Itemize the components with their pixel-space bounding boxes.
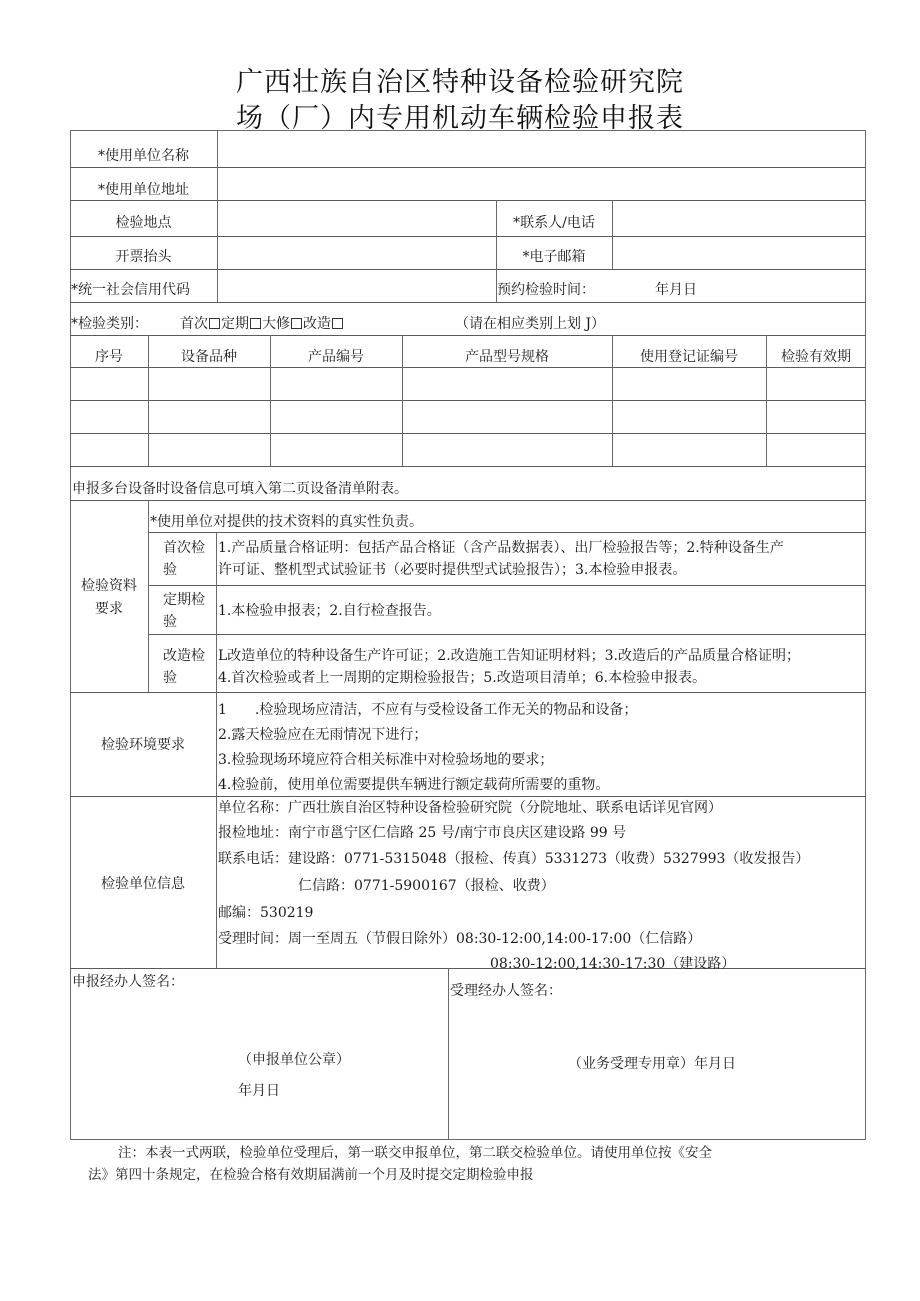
environment-line-2: 2.露天检验应在无雨情况下进行； bbox=[218, 727, 428, 743]
credit-code-label: *统一社会信用代码 bbox=[71, 282, 190, 298]
col-header-model-spec: 产品型号规格 bbox=[465, 349, 549, 365]
modification-inspection-type-line2: 验 bbox=[163, 670, 177, 686]
category-modification-label: 改造 bbox=[303, 316, 331, 332]
footer-note-line1: 注：本表一式两联，检验单位受理后，第一联交申报单位，第二联交检验单位。请使用单位按《安全 bbox=[118, 1145, 712, 1161]
inspection-unit-phone-jianshe: 联系电话：建设路：0771-5315048（报检、传真）5331273（收费）5327993（收发报告） bbox=[218, 851, 810, 867]
inspection-site-label: 检验地点 bbox=[115, 215, 172, 231]
table-cell[interactable] bbox=[149, 434, 270, 466]
table-cell[interactable] bbox=[271, 434, 402, 466]
table-cell[interactable] bbox=[71, 434, 148, 466]
inspection-unit-hours-renxin: 受理时间：周一至周五（节假日除外）08:30-12:00,14:00-17:00（仁信路） bbox=[218, 931, 702, 947]
applicant-signature-label: 申报经办人签名： bbox=[72, 974, 184, 990]
table-cell[interactable] bbox=[149, 401, 270, 433]
table-cell[interactable] bbox=[403, 401, 612, 433]
col-header-registration-number: 使用登记证编号 bbox=[640, 349, 738, 365]
col-header-product-number: 产品编号 bbox=[308, 349, 364, 365]
footer-note-line2: 法》第四十条规定，在检验合格有效期届满前一个月及时提交定期检验申报 bbox=[88, 1167, 534, 1183]
row-divider bbox=[148, 634, 866, 635]
row-divider bbox=[70, 335, 866, 336]
appointment-label: 预约检验时间： bbox=[497, 282, 595, 298]
periodic-inspection-type-line2: 验 bbox=[163, 614, 177, 630]
periodic-inspection-req-line1: 1.本检验申报表；2.自行检查报告。 bbox=[218, 603, 441, 619]
row-divider bbox=[148, 585, 866, 586]
col-divider bbox=[216, 532, 217, 692]
col-divider bbox=[216, 692, 217, 968]
table-cell[interactable] bbox=[403, 368, 612, 400]
materials-label-line2: 要求 bbox=[95, 601, 123, 617]
category-modification-checkbox[interactable] bbox=[332, 318, 343, 329]
unit-name-label: *使用单位名称 bbox=[98, 148, 189, 164]
unit-name-field[interactable] bbox=[218, 131, 865, 167]
form-title: 场（厂）内专用机动车辆检验申报表 bbox=[236, 103, 684, 134]
first-inspection-type-line2: 验 bbox=[163, 562, 177, 578]
category-periodic-checkbox[interactable] bbox=[250, 318, 261, 329]
materials-label-line1: 检验资料 bbox=[81, 578, 137, 594]
category-overhaul-label: 大修 bbox=[262, 316, 290, 332]
row-divider bbox=[70, 500, 866, 501]
unit-address-label: *使用单位地址 bbox=[98, 182, 189, 198]
modification-inspection-req-line2: 4.首次检验或者上一周期的定期检验报告；5.改造项目清单；6.本检验申报表。 bbox=[218, 670, 707, 686]
first-inspection-req-line1: 1.产品质量合格证明：包括产品合格证（含产品数据表）、出厂检验报告等；2.特种设备生产 bbox=[218, 540, 784, 556]
contact-field[interactable] bbox=[613, 201, 865, 236]
inspection-site-field[interactable] bbox=[218, 201, 495, 236]
acceptor-seal: （业务受理专用章）年月日 bbox=[568, 1056, 736, 1072]
inspection-unit-postcode: 邮编：530219 bbox=[218, 905, 314, 921]
row-divider bbox=[70, 692, 866, 693]
inspection-unit-label: 检验单位信息 bbox=[101, 876, 185, 892]
contact-label: *联系人/电话 bbox=[513, 215, 595, 231]
table-cell[interactable] bbox=[149, 368, 270, 400]
category-periodic-label: 定期 bbox=[221, 316, 249, 332]
environment-label: 检验环境要求 bbox=[101, 737, 185, 753]
modification-inspection-type-line1: 改造检 bbox=[163, 648, 205, 664]
col-divider bbox=[148, 500, 149, 692]
inspection-unit-name: 单位名称：广西壮族自治区特种设备检验研究院（分院地址、联系电话详见官网） bbox=[218, 800, 722, 816]
environment-line-1: 1 .检验现场应清洁，不应有与受检设备工作无关的物品和设备； bbox=[218, 702, 638, 718]
inspection-unit-phone-renxin: 仁信路：0771-5900167（报检、收费） bbox=[298, 878, 555, 894]
row-divider bbox=[70, 302, 866, 303]
table-cell[interactable] bbox=[71, 368, 148, 400]
multi-equipment-note: 申报多台设备时设备信息可填入第二页设备清单附表。 bbox=[72, 481, 408, 497]
inspection-unit-hours-jianshe: 08:30-12:00,14:30-17:30（建设路） bbox=[490, 956, 736, 972]
table-cell[interactable] bbox=[767, 368, 865, 400]
institute-title: 广西壮族自治区特种设备检验研究院 bbox=[236, 67, 684, 98]
col-header-index: 序号 bbox=[95, 349, 123, 365]
table-cell[interactable] bbox=[613, 434, 766, 466]
invoice-title-label: 开票抬头 bbox=[115, 249, 172, 265]
table-cell[interactable] bbox=[613, 368, 766, 400]
applicant-date: 年月日 bbox=[238, 1083, 280, 1099]
acceptor-signature-label: 受理经办人签名： bbox=[450, 983, 562, 999]
category-first-checkbox[interactable] bbox=[209, 318, 220, 329]
row-divider bbox=[70, 796, 866, 797]
row-divider bbox=[70, 466, 866, 467]
category-hint: （请在相应类别上划 J） bbox=[455, 316, 606, 332]
credit-code-field[interactable] bbox=[218, 270, 495, 302]
table-cell[interactable] bbox=[71, 401, 148, 433]
table-cell[interactable] bbox=[613, 401, 766, 433]
first-inspection-type-line1: 首次检 bbox=[163, 540, 205, 556]
col-header-validity: 检验有效期 bbox=[781, 349, 851, 365]
first-inspection-req-line2: 许可证、整机型式试验证书（必要时提供型式试验报告）；3.本检验申报表。 bbox=[218, 562, 687, 578]
row-divider bbox=[70, 968, 866, 969]
applicant-seal: （申报单位公章） bbox=[238, 1052, 350, 1068]
appointment-date-field[interactable]: 年月日 bbox=[655, 282, 697, 298]
category-first-label: 首次 bbox=[180, 316, 208, 332]
table-cell[interactable] bbox=[271, 401, 402, 433]
col-header-equipment-type: 设备品种 bbox=[181, 349, 237, 365]
truth-statement: *使用单位对提供的技术资料的真实性负责。 bbox=[150, 514, 423, 530]
environment-line-3: 3.检验现场环境应符合相关标准中对检验场地的要求； bbox=[218, 752, 554, 768]
row-divider bbox=[148, 532, 866, 533]
table-cell[interactable] bbox=[271, 368, 402, 400]
category-options bbox=[180, 316, 344, 332]
table-cell[interactable] bbox=[403, 434, 612, 466]
table-cell[interactable] bbox=[767, 434, 865, 466]
environment-line-4: 4.检验前，使用单位需要提供车辆进行额定载荷所需要的重物。 bbox=[218, 777, 610, 793]
unit-address-field[interactable] bbox=[218, 168, 865, 200]
email-field[interactable] bbox=[613, 237, 865, 269]
category-overhaul-checkbox[interactable] bbox=[291, 318, 302, 329]
invoice-title-field[interactable] bbox=[218, 237, 495, 269]
periodic-inspection-type-line1: 定期检 bbox=[163, 592, 205, 608]
table-cell[interactable] bbox=[767, 401, 865, 433]
modification-inspection-req-line1: L改造单位的特种设备生产许可证；2.改造施工告知证明材料；3.改造后的产品质量合格证明； bbox=[218, 648, 801, 664]
inspection-unit-address: 报检地址：南宁市邕宁区仁信路 25 号/南宁市良庆区建设路 99 号 bbox=[218, 825, 627, 841]
email-label: *电子邮箱 bbox=[522, 249, 586, 265]
category-label: *检验类别： bbox=[71, 316, 148, 332]
